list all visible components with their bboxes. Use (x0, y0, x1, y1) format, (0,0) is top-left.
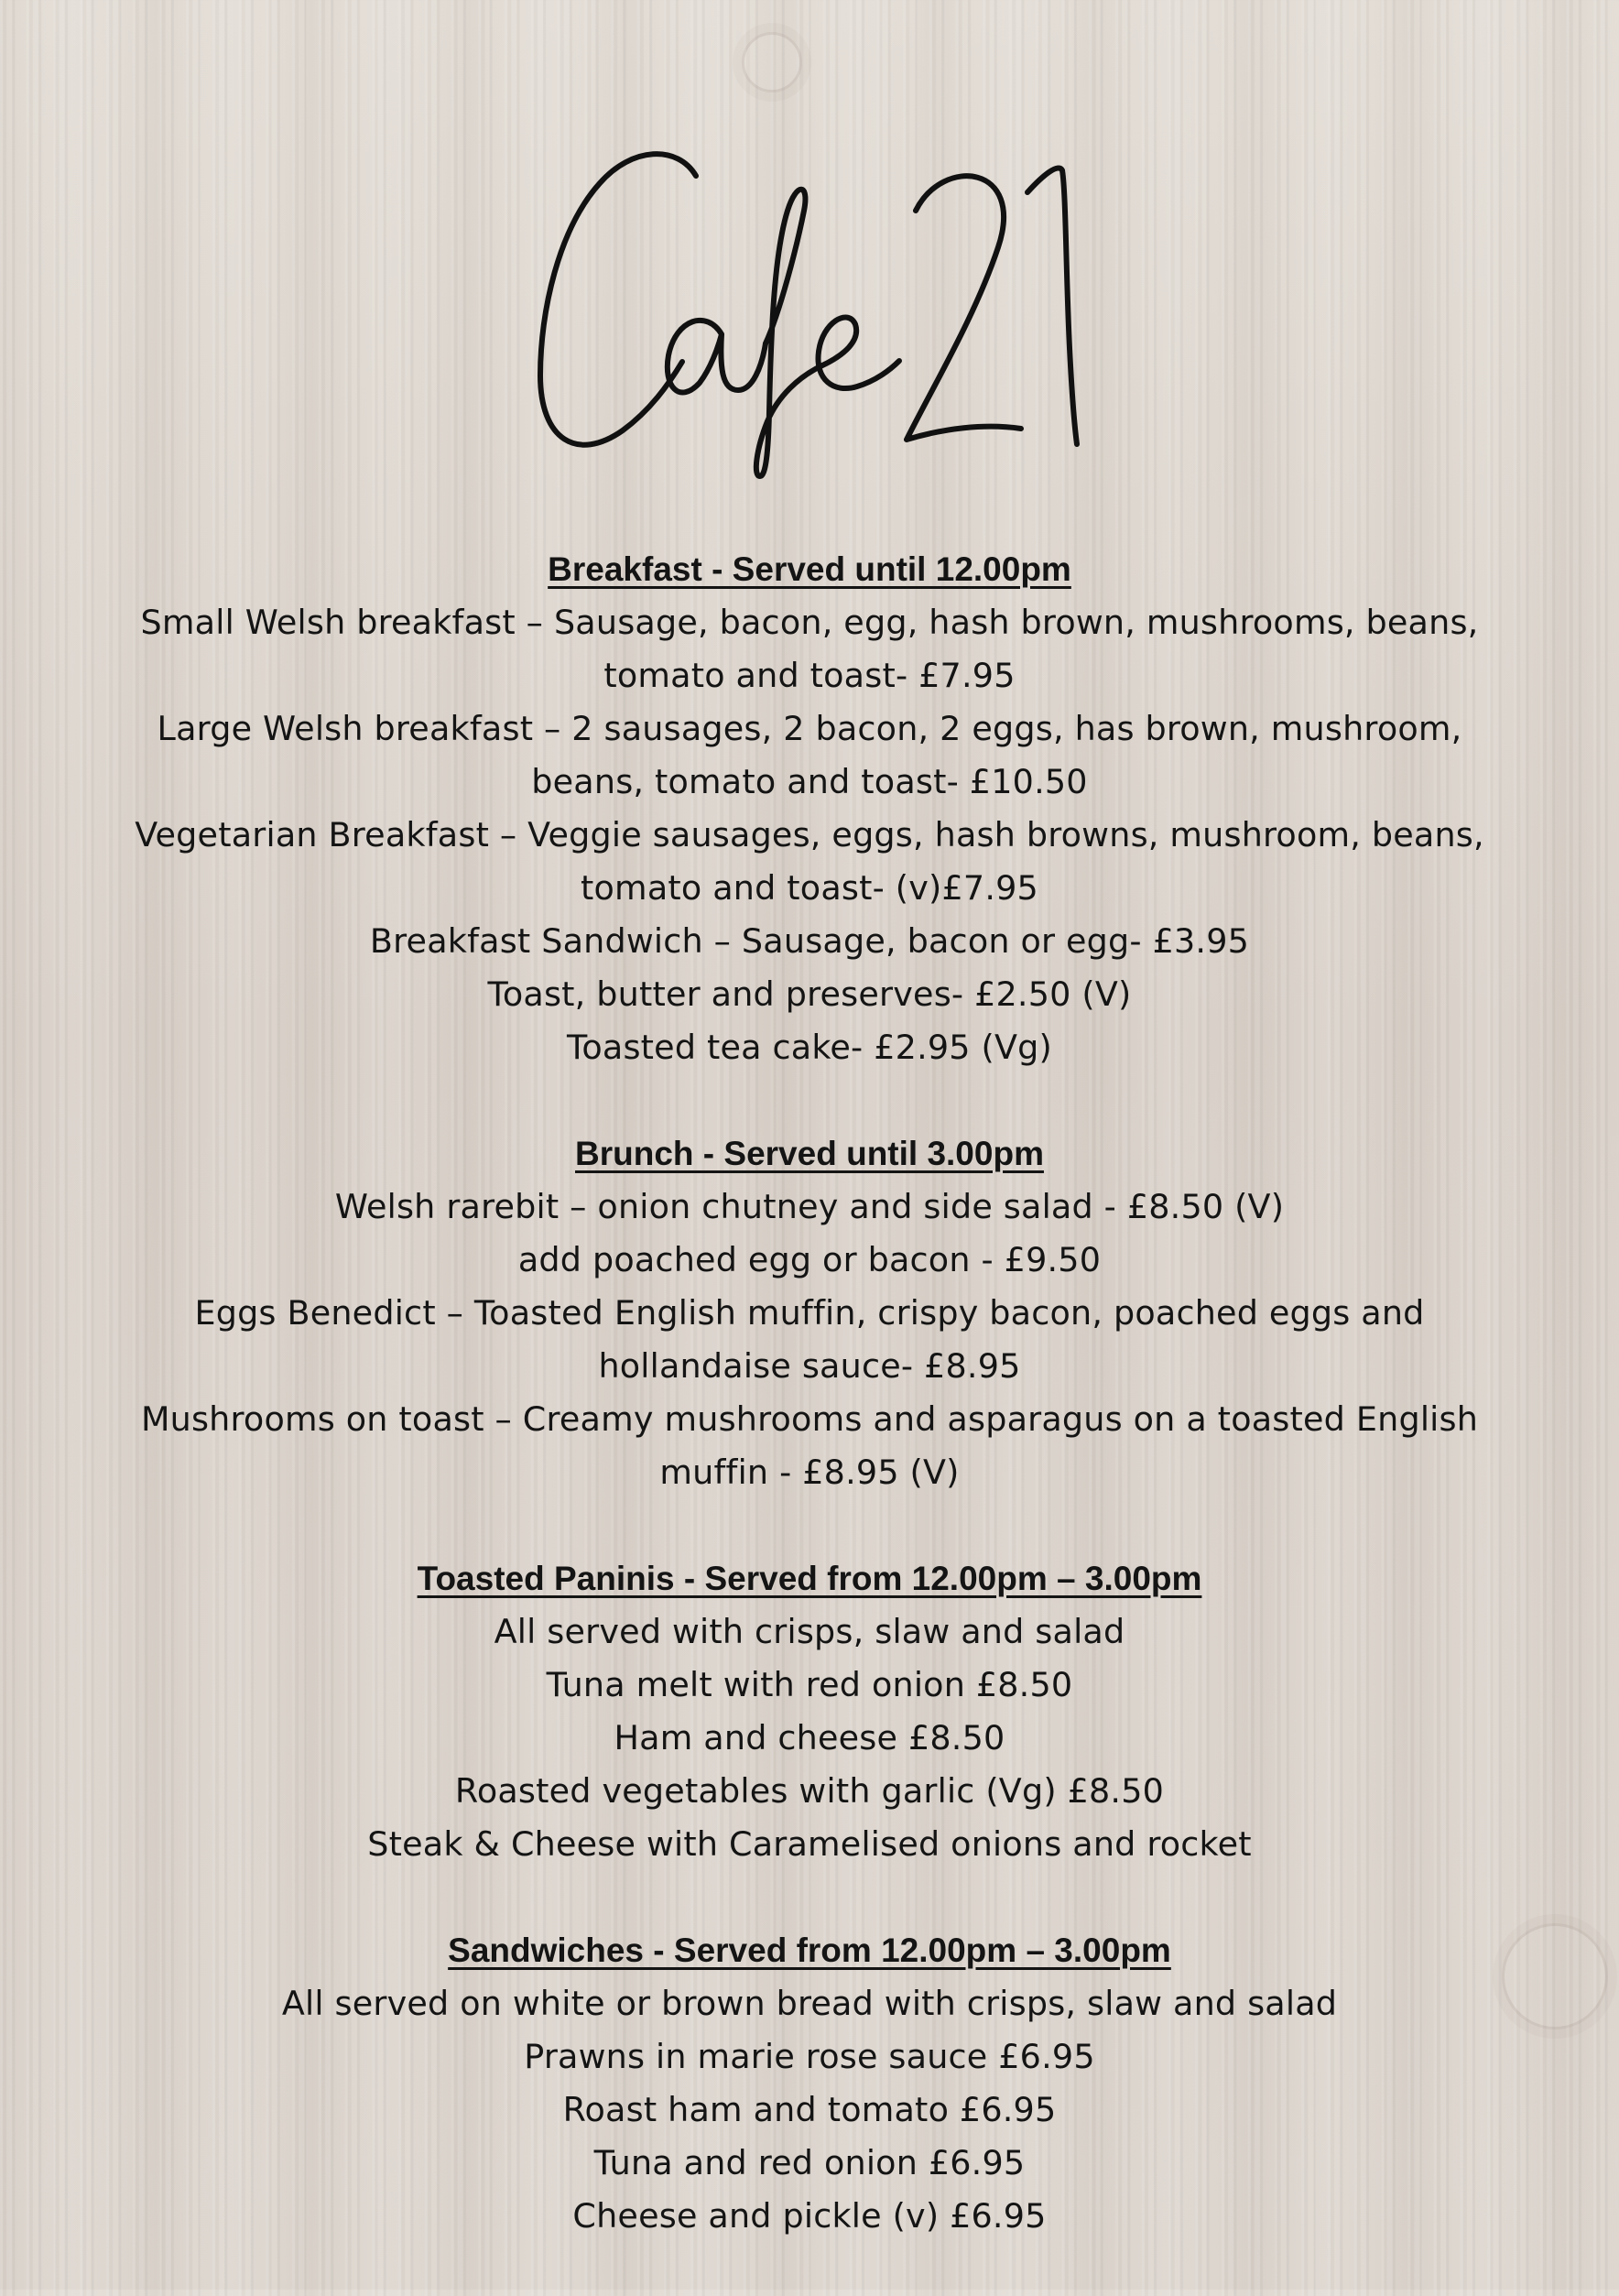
menu-line: Tuna melt with red onion £8.50 (546, 1665, 1073, 1704)
menu-line: Welsh rarebit – onion chutney and side salad - £8.50 (V) (334, 1187, 1285, 1226)
menu-line: Toasted tea cake- £2.95 (Vg) (567, 1028, 1052, 1067)
menu-section-sandwiches (0, 1924, 1619, 2243)
menu-line: Eggs Benedict – Toasted English muffin, crispy bacon, poached eggs and (194, 1293, 1425, 1333)
menu-line: Prawns in marie rose sauce £6.95 (524, 2037, 1095, 2076)
menu-line: Steak & Cheese with Caramelised onions and rocket (367, 1824, 1252, 1864)
menu-line: hollandaise sauce- £8.95 (598, 1346, 1021, 1386)
menu-line: add poached egg or bacon - £9.50 (517, 1240, 1102, 1279)
menu-line: Roast ham and tomato £6.95 (562, 2090, 1057, 2129)
menu-line: Large Welsh breakfast – 2 sausages, 2 bacon, 2 eggs, has brown, mushroom, (157, 709, 1462, 748)
menu-line: All served on white or brown bread with crisps, slaw and salad (281, 1984, 1338, 2023)
cafe-logo-script (513, 137, 1117, 485)
section-heading: Breakfast - Served until 12.00pm (548, 550, 1071, 588)
menu-line: tomato and toast- £7.95 (603, 656, 1016, 695)
menu-line: Vegetarian Breakfast – Veggie sausages, eggs, hash browns, mushroom, beans, (135, 815, 1484, 854)
menu-line: Roasted vegetables with garlic (Vg) £8.50 (454, 1771, 1165, 1811)
menu-line: beans, tomato and toast- £10.50 (531, 762, 1088, 801)
menu-line: Toast, butter and preserves- £2.50 (V) (487, 974, 1132, 1014)
menu-content (0, 543, 1619, 2296)
menu-line: Tuna and red onion £6.95 (593, 2143, 1026, 2182)
menu-line: muffin - £8.95 (V) (659, 1453, 960, 1492)
wood-knot-decoration (742, 32, 802, 92)
section-heading: Brunch - Served until 3.00pm (575, 1135, 1044, 1172)
menu-section-breakfast (0, 543, 1619, 1074)
menu-line: Breakfast Sandwich – Sausage, bacon or egg- £3.95 (369, 921, 1250, 961)
menu-line: All served with crisps, slaw and salad (494, 1612, 1125, 1651)
menu-line: Mushrooms on toast – Creamy mushrooms and asparagus on a toasted English (140, 1399, 1479, 1439)
section-heading: Sandwiches - Served from 12.00pm – 3.00pm (448, 1931, 1171, 1969)
cafe-logo (513, 137, 1117, 485)
menu-line: Ham and cheese £8.50 (614, 1718, 1005, 1757)
section-heading: Toasted Paninis - Served from 12.00pm – 3.00pm (417, 1560, 1202, 1597)
menu-line: tomato and toast- (v)£7.95 (581, 868, 1038, 908)
menu-section-brunch (0, 1127, 1619, 1499)
menu-line: Small Welsh breakfast – Sausage, bacon, egg, hash brown, mushrooms, beans, (140, 603, 1479, 642)
menu-section-paninis (0, 1552, 1619, 1871)
menu-line: Cheese and pickle (v) £6.95 (572, 2196, 1047, 2236)
